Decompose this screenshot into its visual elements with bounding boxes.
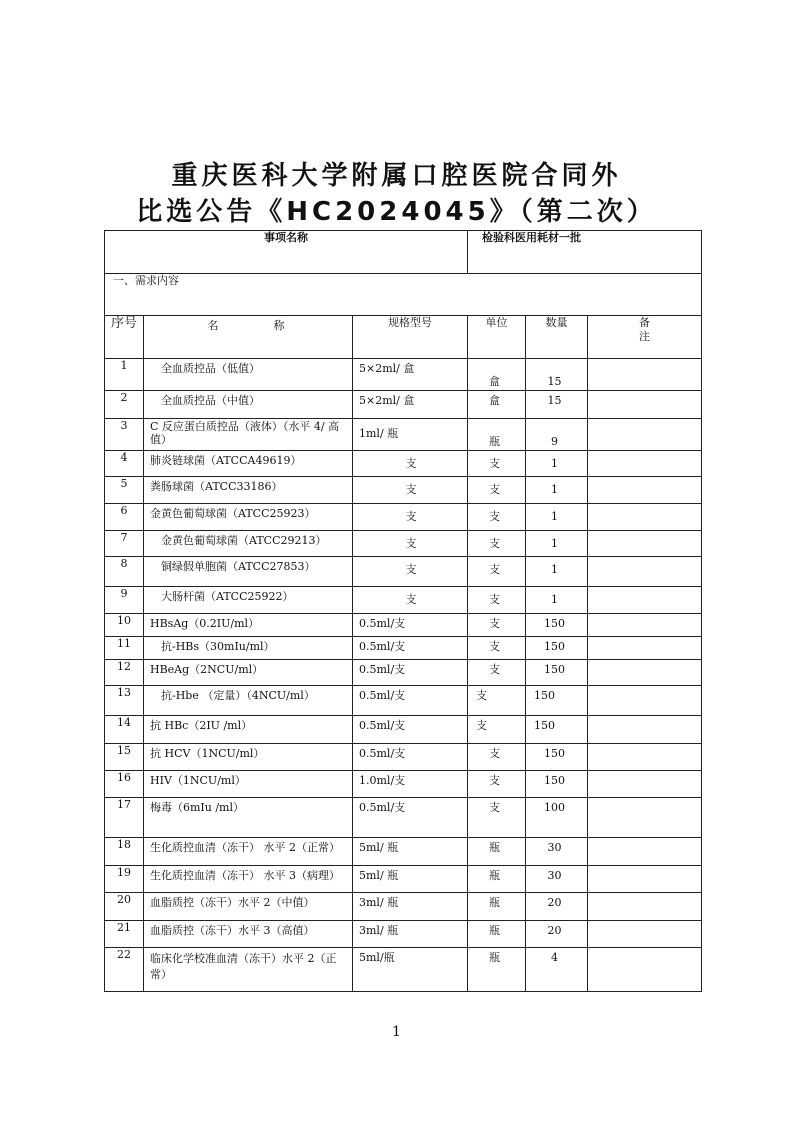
item-spec: 3ml/ 瓶 [353,921,468,948]
item-spec: 0.5ml/支 [353,798,468,838]
table-row [105,866,702,893]
item-remark [588,504,702,531]
item-spec: 支 [353,587,468,614]
item-quantity: 15 [526,391,588,419]
table-row [105,419,702,451]
item-number: 17 [105,798,144,838]
item-number: 2 [105,391,144,419]
item-remark [588,587,702,614]
item-remark [588,771,702,798]
item-number: 12 [105,660,144,686]
item-number: 19 [105,866,144,893]
item-name: 铜绿假单胞菌（ATCC27853） [144,557,353,587]
item-name: 生化质控血清（冻干） 水平 3（病理） [144,866,353,893]
item-unit: 支 [468,660,526,686]
item-quantity: 100 [526,798,588,838]
item-unit: 瓶 [468,838,526,866]
table-row [105,587,702,614]
section-heading: 一、需求内容 [105,274,702,316]
item-number: 13 [105,686,144,716]
item-unit: 支 [468,531,526,557]
col-header-seq: 序号 [105,316,144,359]
item-remark [588,614,702,637]
item-quantity: 150 [526,637,588,660]
item-name: HBsAg（0.2IU/ml） [144,614,353,637]
item-remark [588,557,702,587]
item-remark [588,744,702,771]
item-number: 9 [105,587,144,614]
document-title-line-1: 重庆医科大学附属口腔医院合同外 [171,161,622,191]
table-row [105,359,702,391]
table-row [105,798,702,838]
item-number: 20 [105,893,144,921]
item-number: 5 [105,477,144,504]
table-row [105,531,702,557]
item-name: 抗-Hbe （定量）（4NCU/ml） [144,686,353,716]
item-remark [588,686,702,716]
item-spec: 0.5ml/支 [353,660,468,686]
item-spec: 5ml/ 瓶 [353,838,468,866]
item-number: 4 [105,451,144,477]
table-row [105,660,702,686]
item-spec: 5×2ml/ 盒 [353,391,468,419]
item-name: 粪肠球菌（ATCC33186） [144,477,353,504]
item-unit: 支 [468,477,526,504]
item-remark [588,893,702,921]
item-quantity: 1 [526,531,588,557]
item-remark [588,419,702,451]
item-name: 血脂质控（冻干）水平 2（中值） [144,893,353,921]
item-remark [588,391,702,419]
item-name: 抗 HBc（2IU /ml） [144,716,353,744]
item-spec: 0.5ml/支 [353,716,468,744]
requirements-table [104,230,709,992]
item-unit: 瓶 [468,921,526,948]
item-unit: 支 [468,614,526,637]
item-unit: 瓶 [468,948,526,992]
item-unit: 支 [468,451,526,477]
item-remark [588,921,702,948]
item-remark [588,716,702,744]
item-name: 梅毒（6mIu /ml） [144,798,353,838]
project-row [105,231,702,274]
item-unit: 支 [468,587,526,614]
item-spec: 支 [353,531,468,557]
item-unit: 支 [468,557,526,587]
item-spec: 5ml/ 瓶 [353,866,468,893]
table-row [105,451,702,477]
table-row [105,771,702,798]
item-number: 11 [105,637,144,660]
item-quantity: 150 [526,771,588,798]
table-row [105,557,702,587]
item-number: 15 [105,744,144,771]
table-row [105,686,702,716]
project-value: 检验科医用耗材一批 [468,231,702,274]
item-spec: 支 [353,477,468,504]
item-quantity: 30 [526,866,588,893]
table-row [105,921,702,948]
item-number: 18 [105,838,144,866]
item-remark [588,798,702,838]
item-quantity: 1 [526,477,588,504]
item-quantity: 15 [526,359,588,391]
item-name: C 反应蛋白质控品（液体）（水平 4/ 高值） [144,419,353,451]
item-remark [588,531,702,557]
item-remark [588,660,702,686]
section-row [105,274,702,316]
item-spec: 0.5ml/支 [353,686,468,716]
col-header-qty: 数量 [526,316,588,359]
item-number: 6 [105,504,144,531]
item-name: 血脂质控（冻干）水平 3（高值） [144,921,353,948]
table-row [105,477,702,504]
item-name: 抗 HCV（1NCU/ml） [144,744,353,771]
col-header-remark: 备 注 [588,316,702,359]
item-spec: 0.5ml/支 [353,614,468,637]
item-unit: 瓶 [468,866,526,893]
table-row [105,893,702,921]
item-unit: 支 [468,686,526,716]
item-unit: 支 [468,798,526,838]
item-unit: 瓶 [468,419,526,451]
item-remark [588,477,702,504]
item-quantity: 150 [526,744,588,771]
item-name: HBeAg（2NCU/ml） [144,660,353,686]
item-quantity: 9 [526,419,588,451]
item-name: 临床化学校准血清（冻干）水平 2（正常） [144,948,353,992]
item-quantity: 1 [526,587,588,614]
item-remark [588,948,702,992]
item-quantity: 1 [526,557,588,587]
item-remark [588,451,702,477]
item-unit: 瓶 [468,893,526,921]
col-header-unit: 单位 [468,316,526,359]
item-name: 全血质控品（中值） [144,391,353,419]
item-unit: 支 [468,504,526,531]
document-title-line-2: 比选公告《HC2024045》（第二次） [136,197,657,227]
item-name: HIV（1NCU/ml） [144,771,353,798]
item-number: 22 [105,948,144,992]
item-number: 21 [105,921,144,948]
project-label: 事项名称 [105,231,468,274]
item-spec: 支 [353,557,468,587]
item-spec: 1ml/ 瓶 [353,419,468,451]
item-spec: 支 [353,451,468,477]
item-name: 大肠杆菌（ATCC25922） [144,587,353,614]
column-header-row [105,316,702,359]
item-quantity: 150 [526,716,588,744]
item-unit: 支 [468,744,526,771]
item-quantity: 20 [526,893,588,921]
item-number: 8 [105,557,144,587]
item-number: 10 [105,614,144,637]
item-number: 7 [105,531,144,557]
table-row [105,948,702,992]
item-unit: 支 [468,771,526,798]
table-row [105,637,702,660]
item-name: 生化质控血清（冻干） 水平 2（正常） [144,838,353,866]
item-name: 金黄色葡萄球菌（ATCC25923） [144,504,353,531]
item-spec: 5×2ml/ 盒 [353,359,468,391]
item-number: 14 [105,716,144,744]
item-spec: 0.5ml/支 [353,744,468,771]
item-remark [588,359,702,391]
item-quantity: 1 [526,504,588,531]
item-unit: 盒 [468,391,526,419]
item-name: 抗-HBs（30mIu/ml） [144,637,353,660]
item-quantity: 1 [526,451,588,477]
table-row [105,504,702,531]
item-number: 1 [105,359,144,391]
item-number: 16 [105,771,144,798]
item-unit: 支 [468,716,526,744]
table-row [105,614,702,637]
item-remark [588,838,702,866]
item-name: 全血质控品（低值） [144,359,353,391]
item-spec: 1.0ml/支 [353,771,468,798]
item-unit: 盒 [468,359,526,391]
item-unit: 支 [468,637,526,660]
item-quantity: 150 [526,614,588,637]
table-row [105,744,702,771]
table-row [105,838,702,866]
item-remark [588,637,702,660]
item-spec: 5ml/瓶 [353,948,468,992]
item-quantity: 30 [526,838,588,866]
col-header-spec: 规格型号 [353,316,468,359]
item-quantity: 150 [526,660,588,686]
page-number: 1 [392,1024,401,1040]
col-header-name: 名 称 [144,316,353,359]
item-quantity: 20 [526,921,588,948]
item-quantity: 4 [526,948,588,992]
item-quantity: 150 [526,686,588,716]
item-remark [588,866,702,893]
item-name: 金黄色葡萄球菌（ATCC29213） [144,531,353,557]
item-spec: 3ml/ 瓶 [353,893,468,921]
item-spec: 0.5ml/支 [353,637,468,660]
table-row [105,391,702,419]
table-row [105,716,702,744]
item-name: 肺炎链球菌（ATCCA49619） [144,451,353,477]
item-number: 3 [105,419,144,451]
item-spec: 支 [353,504,468,531]
